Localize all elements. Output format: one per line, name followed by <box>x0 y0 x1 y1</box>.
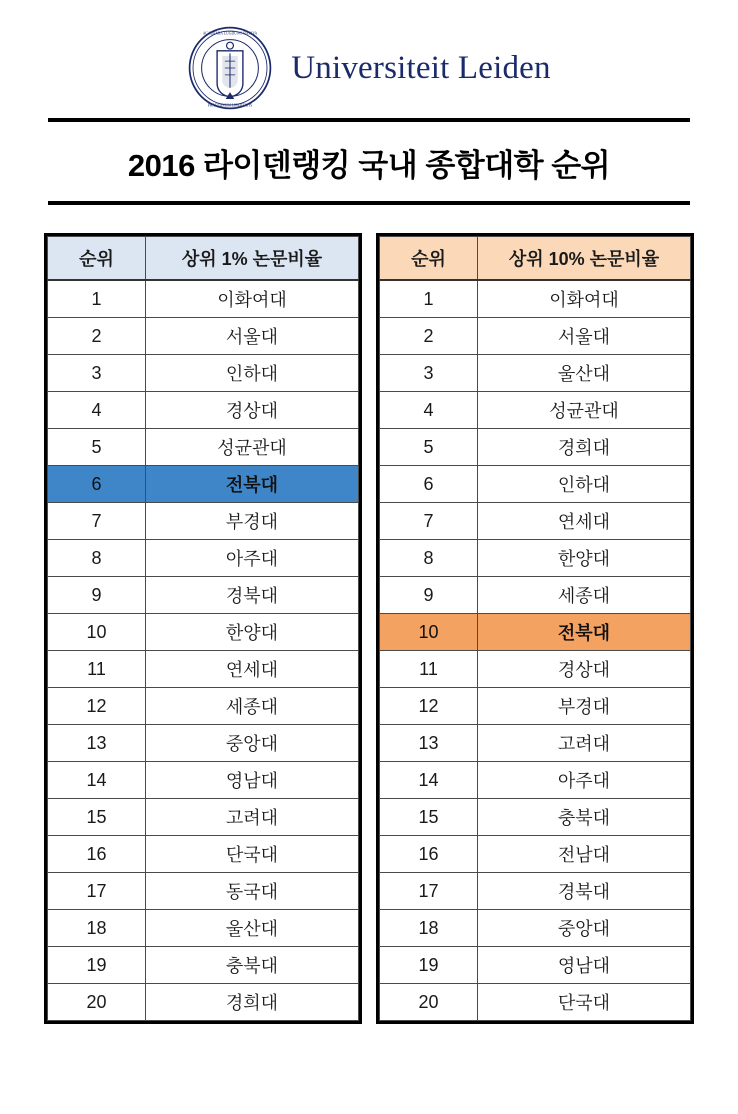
table-row <box>380 836 691 873</box>
table-row <box>380 355 691 392</box>
rank-value: 16 <box>48 836 146 873</box>
table-row <box>380 873 691 910</box>
university-value: 충북대 <box>478 799 691 836</box>
column-header-metric: 상위 10% 논문비율 <box>478 237 691 281</box>
university-value: 경희대 <box>146 984 359 1021</box>
table-row <box>380 280 691 318</box>
rank-value: 9 <box>48 577 146 614</box>
table-row <box>48 503 359 540</box>
rank-value: 1 <box>380 280 478 318</box>
table-row <box>48 984 359 1021</box>
rank-value: 11 <box>380 651 478 688</box>
table-header-row <box>48 237 359 281</box>
table-row <box>380 540 691 577</box>
university-value: 영남대 <box>146 762 359 799</box>
table-row <box>48 799 359 836</box>
university-value: 전북대 <box>146 466 359 503</box>
university-value: 중앙대 <box>146 725 359 762</box>
university-value: 전남대 <box>478 836 691 873</box>
university-value: 이화여대 <box>146 280 359 318</box>
svg-text:PRAESIDIUM LIBERTATIS: PRAESIDIUM LIBERTATIS <box>207 103 253 108</box>
university-value: 충북대 <box>146 947 359 984</box>
rank-value: 17 <box>380 873 478 910</box>
rank-value: 13 <box>48 725 146 762</box>
university-value: 부경대 <box>478 688 691 725</box>
table-row <box>380 651 691 688</box>
university-value: 연세대 <box>146 651 359 688</box>
table-row <box>48 318 359 355</box>
rank-value: 13 <box>380 725 478 762</box>
university-value: 이화여대 <box>478 280 691 318</box>
table-row <box>48 873 359 910</box>
rank-value: 8 <box>380 540 478 577</box>
university-value: 울산대 <box>478 355 691 392</box>
table-row-highlighted <box>380 614 691 651</box>
table-row <box>48 947 359 984</box>
university-value: 연세대 <box>478 503 691 540</box>
university-value: 중앙대 <box>478 910 691 947</box>
university-value: 고려대 <box>478 725 691 762</box>
table-row <box>380 688 691 725</box>
university-value: 경북대 <box>478 873 691 910</box>
university-value: 경상대 <box>146 392 359 429</box>
table-row <box>48 355 359 392</box>
table-row <box>48 614 359 651</box>
table-row <box>48 910 359 947</box>
column-header-rank: 순위 <box>48 237 146 281</box>
table-row <box>380 910 691 947</box>
page-title: 2016 라이덴랭킹 국내 종합대학 순위 <box>127 148 611 183</box>
university-value: 한양대 <box>146 614 359 651</box>
table-row <box>48 540 359 577</box>
rank-value: 12 <box>48 688 146 725</box>
rank-value: 20 <box>48 984 146 1021</box>
university-name: Universiteit Leiden <box>291 49 551 86</box>
rank-value: 19 <box>48 947 146 984</box>
column-header-metric: 상위 1% 논문비율 <box>146 237 359 281</box>
title-rule-bottom <box>48 201 690 205</box>
rank-value: 7 <box>380 503 478 540</box>
university-value: 아주대 <box>146 540 359 577</box>
rank-value: 17 <box>48 873 146 910</box>
rank-value: 8 <box>48 540 146 577</box>
university-value: 부경대 <box>146 503 359 540</box>
table-row <box>48 577 359 614</box>
rank-value: 12 <box>380 688 478 725</box>
table-row <box>48 392 359 429</box>
table-row <box>48 688 359 725</box>
table-row <box>48 836 359 873</box>
rank-value: 18 <box>380 910 478 947</box>
table-header-row <box>380 237 691 281</box>
rank-value: 7 <box>48 503 146 540</box>
university-value: 영남대 <box>478 947 691 984</box>
rank-value: 14 <box>48 762 146 799</box>
svg-text:ACADEMIA LUGDUNO BATAVA: ACADEMIA LUGDUNO BATAVA <box>202 31 258 36</box>
rank-value: 11 <box>48 651 146 688</box>
university-value: 울산대 <box>146 910 359 947</box>
university-value: 아주대 <box>478 762 691 799</box>
university-value: 세종대 <box>146 688 359 725</box>
university-value: 서울대 <box>146 318 359 355</box>
university-value: 서울대 <box>478 318 691 355</box>
table-row <box>48 280 359 318</box>
table-top1-percent <box>44 233 362 1024</box>
rank-value: 5 <box>48 429 146 466</box>
table-row <box>380 429 691 466</box>
rank-value: 20 <box>380 984 478 1021</box>
table-row <box>380 466 691 503</box>
table-row <box>48 651 359 688</box>
university-value: 한양대 <box>478 540 691 577</box>
table-row <box>380 392 691 429</box>
brand-header <box>0 0 738 108</box>
university-value: 단국대 <box>478 984 691 1021</box>
table-row <box>48 429 359 466</box>
university-value: 전북대 <box>478 614 691 651</box>
rank-value: 2 <box>380 318 478 355</box>
ranking-tables <box>0 233 738 1024</box>
rank-value: 9 <box>380 577 478 614</box>
university-value: 인하대 <box>478 466 691 503</box>
rank-value: 5 <box>380 429 478 466</box>
rank-value: 6 <box>380 466 478 503</box>
table-row <box>380 984 691 1021</box>
rank-value: 3 <box>380 355 478 392</box>
rank-value: 6 <box>48 466 146 503</box>
rank-value: 18 <box>48 910 146 947</box>
table-row <box>380 577 691 614</box>
leiden-university-seal-icon <box>187 25 273 111</box>
university-value: 고려대 <box>146 799 359 836</box>
university-value: 경희대 <box>478 429 691 466</box>
table-row <box>48 762 359 799</box>
table-row <box>48 725 359 762</box>
rank-value: 16 <box>380 836 478 873</box>
rank-value: 3 <box>48 355 146 392</box>
rank-value: 15 <box>48 799 146 836</box>
table-row <box>380 947 691 984</box>
university-value: 경상대 <box>478 651 691 688</box>
column-header-rank: 순위 <box>380 237 478 281</box>
table-row <box>380 318 691 355</box>
table-top10-percent <box>376 233 694 1024</box>
rank-value: 1 <box>48 280 146 318</box>
rank-value: 15 <box>380 799 478 836</box>
rank-value: 10 <box>380 614 478 651</box>
university-value: 단국대 <box>146 836 359 873</box>
table-row <box>380 503 691 540</box>
university-value: 동국대 <box>146 873 359 910</box>
rank-value: 4 <box>48 392 146 429</box>
table-row-highlighted <box>48 466 359 503</box>
table-row <box>380 799 691 836</box>
table-row <box>380 762 691 799</box>
university-value: 성균관대 <box>146 429 359 466</box>
university-value: 경북대 <box>146 577 359 614</box>
university-value: 세종대 <box>478 577 691 614</box>
rank-value: 19 <box>380 947 478 984</box>
university-value: 성균관대 <box>478 392 691 429</box>
rank-value: 10 <box>48 614 146 651</box>
table-row <box>380 725 691 762</box>
rank-value: 4 <box>380 392 478 429</box>
rank-value: 14 <box>380 762 478 799</box>
rank-value: 2 <box>48 318 146 355</box>
university-value: 인하대 <box>146 355 359 392</box>
